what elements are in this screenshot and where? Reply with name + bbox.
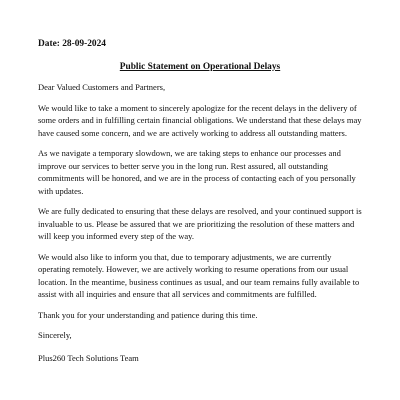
salutation: Dear Valued Customers and Partners, [38,82,166,92]
paragraph-slowdown: As we navigate a temporary slowdown, we are taking steps to enhance our processes and improve our services to better serve you in the long run. Rest assured, all outstanding commitments will be honored, and we are in the process of contacting each of you personally with updates. [38,148,356,196]
paragraph-dedication: We are fully dedicated to ensuring that these delays are resolved, and your continued support is invaluable to us. Please be assured that we are prioritizing the resolution of these matters and will keep you informed every step of the way. [38,206,362,241]
closing-line: Thank you for your understanding and patience during this time. [38,309,258,320]
signoff: Sincerely, [38,330,72,340]
paragraph-remote-operations: We would also like to inform you that, due to temporary adjustments, we are currently operating remotely. However, we are actively working to resume operations from our usual location. In the meantime, business continues as usual, and our team remains fully available to assist with all inquiries and ensure that all services and commitments are fulfilled. [38,251,360,299]
signature-team: Plus260 Tech Solutions Team [38,352,139,363]
paragraph-apology: We would like to take a moment to sincerely apologize for the recent delays in the delivery of some orders and in fulfilling certain financial obligations. We understand that these delays may have caused some concern, and we are actively working to address all outstanding matters. [38,102,362,138]
document-date: Date: 28-09-2024 [38,39,106,49]
statement-title: Public Statement on Operational Delays [119,62,281,72]
